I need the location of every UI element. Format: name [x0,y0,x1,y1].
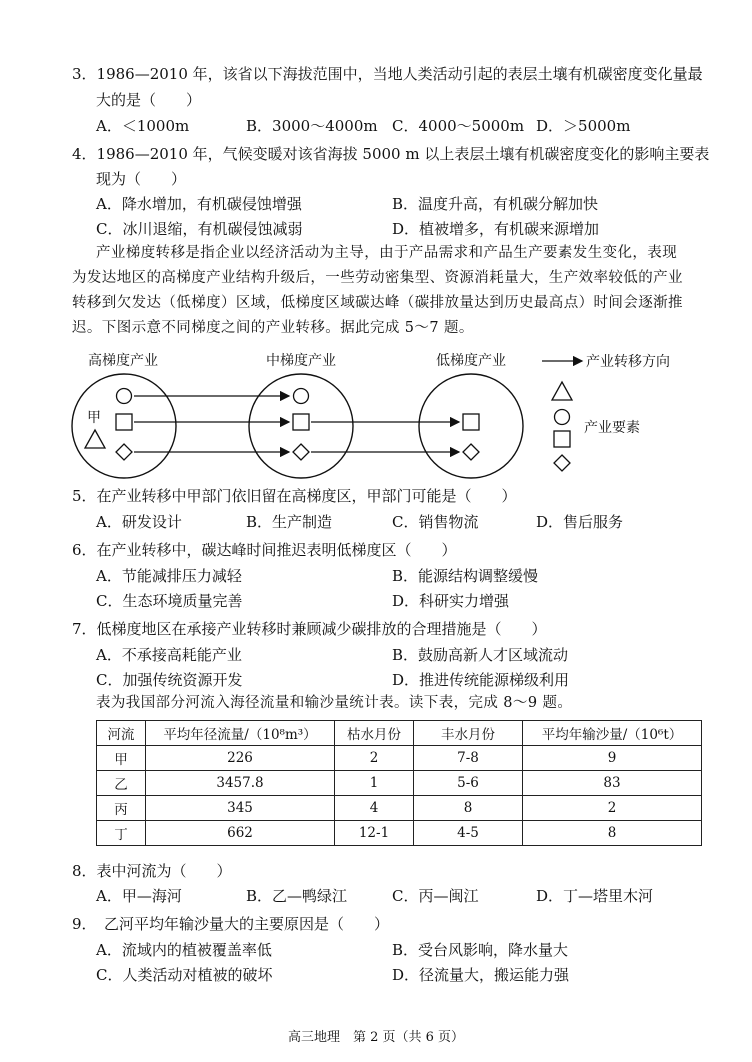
table-cell: 甲 [97,746,146,771]
table-row [97,821,702,846]
circle-factor-icon [294,389,309,404]
q4-option-a: A．降水增加，有机碳侵蚀增强 [96,195,302,213]
low-gradient-label: 低梯度产业 [436,353,506,369]
q3-option-a: A．＜1000m [96,117,190,135]
table-cell: 丁 [97,821,146,846]
q3-option-d: D．＞5000m [536,117,631,135]
q9-option-c: C．人类活动对植被的破坏 [96,966,273,984]
q9-option-a: A．流域内的植被覆盖率低 [96,941,272,959]
q6-option-d: D．科研实力增强 [392,592,510,610]
intro1-line1: 产业梯度转移是指企业以经济活动为主导，由于产品需求和产品生产要素发生变化，表现 [96,245,678,261]
q9-option-d: D．径流量大，搬运能力强 [392,966,570,984]
legend-factor-label: 产业要素 [584,420,640,436]
table-cell: 9 [523,746,702,771]
q7-option-a: A．不承接高耗能产业 [96,646,242,664]
table-header-wet-month: 丰水月份 [414,721,523,746]
table-row [97,746,702,771]
q5-option-b: B．生产制造 [246,513,333,531]
legend-circle-icon [555,410,570,425]
legend-square-icon [554,431,570,447]
mid-gradient-circle [249,374,353,478]
q7-stem: 7．低梯度地区在承接产业转移时兼顾减少碳排放的合理措施是（ ） [72,620,547,638]
table-header-row [97,721,702,746]
mid-gradient-label: 中梯度产业 [266,353,336,369]
q6-option-a: A．节能减排压力减轻 [96,567,242,585]
table-cell: 8 [414,796,523,821]
q3-option-c: C．4000～5000m [392,117,525,135]
q6-option-b: B．能源结构调整缓慢 [392,567,539,585]
q8-option-b: B．乙—鸭绿江 [246,887,348,905]
intro1-line4: 迟。下图示意不同梯度之间的产业转移。据此完成 5～7 题。 [72,320,474,336]
intro2-text: 表为我国部分河流入海径流量和输沙量统计表。读下表，完成 8～9 题。 [96,695,573,711]
q6-option-c: C．生态环境质量完善 [96,592,243,610]
river-data-table [96,720,702,846]
table-cell: 345 [146,796,335,821]
q3-stem-line1: 3．1986—2010 年，该省以下海拔范围中，当地人类活动引起的表层土壤有机碳密度变化量最 [72,65,703,83]
legend-arrow-label: 产业转移方向 [586,354,670,370]
table-cell: 1 [335,771,414,796]
q7-option-b: B．鼓励高新人才区域流动 [392,646,569,664]
q4-option-c: C．冰川退缩，有机碳侵蚀减弱 [96,220,303,238]
table-row [97,771,702,796]
page-footer: 高三地理 第 2 页（共 6 页） [287,1030,465,1045]
q3-option-b: B．3000～4000m [246,117,378,135]
table-cell: 662 [146,821,335,846]
low-gradient-circle [419,374,523,478]
high-gradient-circle [72,374,176,478]
q4-option-b: B．温度升高，有机碳分解加快 [392,195,599,213]
q3-stem-line2: 大的是（ ） [96,91,202,109]
q5-option-a: A．研发设计 [96,513,182,531]
jia-label: 甲 [87,410,101,426]
industry-transfer-diagram [60,348,700,488]
q8-option-a: A．甲—海河 [96,887,182,905]
table-cell: 226 [146,746,335,771]
q8-stem: 8．表中河流为（ ） [72,862,232,880]
q5-stem: 5．在产业转移中甲部门依旧留在高梯度区，甲部门可能是（ ） [72,487,517,505]
q9-option-b: B．受台风影响，降水量大 [392,941,569,959]
q4-stem-line2: 现为（ ） [96,170,187,188]
table-cell: 7-8 [414,746,523,771]
circle-factor-icon [117,389,132,404]
q5-option-d: D．售后服务 [536,513,624,531]
q7-option-c: C．加强传统资源开发 [96,671,243,689]
table-header-sediment: 平均年输沙量/（10⁶t） [523,721,702,746]
legend-diamond-icon [554,455,570,471]
diamond-factor-icon [463,444,479,460]
square-factor-icon [116,414,132,430]
diamond-factor-icon [293,444,309,460]
diamond-factor-icon [116,444,132,460]
table-header-dry-month: 枯水月份 [335,721,414,746]
table-cell: 2 [335,746,414,771]
table-cell: 8 [523,821,702,846]
triangle-icon [85,430,105,448]
table-cell: 5-6 [414,771,523,796]
high-gradient-label: 高梯度产业 [88,353,158,369]
q8-option-d: D．丁—塔里木河 [536,887,654,905]
intro1-line3: 转移到欠发达（低梯度）区域，低梯度区域碳达峰（碳排放量达到历史最高点）时间会逐渐推 [72,295,683,311]
table-header-runoff: 平均年径流量/（10⁸m³） [146,721,335,746]
square-factor-icon [463,414,479,430]
q9-stem: 9． 乙河平均年输沙量大的主要原因是（ ） [72,915,390,933]
q8-option-c: C．丙—闽江 [392,887,479,905]
legend-triangle-icon [552,382,572,400]
table-cell: 4 [335,796,414,821]
table-cell: 乙 [97,771,146,796]
square-factor-icon [293,414,309,430]
table-header-river: 河流 [97,721,146,746]
table-cell: 2 [523,796,702,821]
table-cell: 12-1 [335,821,414,846]
table-cell: 4-5 [414,821,523,846]
intro1-line2: 为发达地区的高梯度产业结构升级后，一些劳动密集型、资源消耗量大，生产效率较低的产业 [72,270,683,286]
q5-option-c: C．销售物流 [392,513,479,531]
table-cell: 83 [523,771,702,796]
q4-option-d: D．植被增多，有机碳来源增加 [392,220,600,238]
q6-stem: 6．在产业转移中，碳达峰时间推迟表明低梯度区（ ） [72,541,457,559]
q7-option-d: D．推进传统能源梯级利用 [392,671,570,689]
q4-stem-line1: 4．1986—2010 年，气候变暖对该省海拔 5000 m 以上表层土壤有机碳密度变化的影响主要表 [72,145,710,163]
table-cell: 3457.8 [146,771,335,796]
table-cell: 丙 [97,796,146,821]
table-row [97,796,702,821]
